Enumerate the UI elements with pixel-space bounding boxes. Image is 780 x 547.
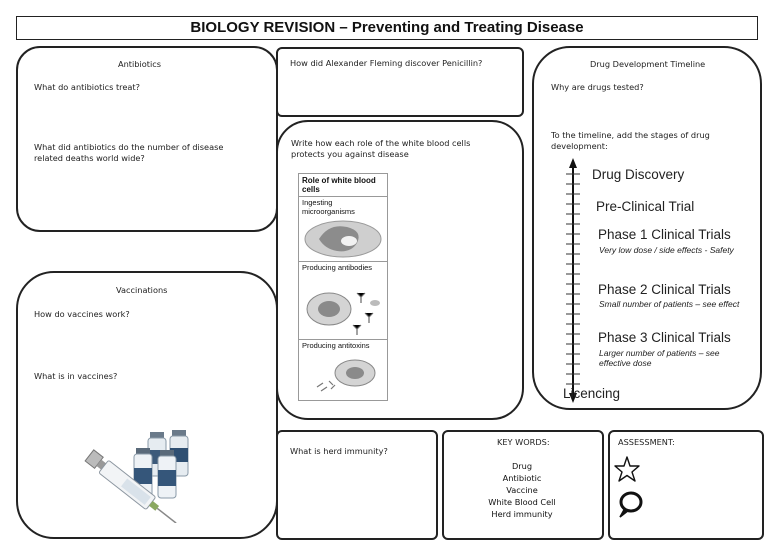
herd-immunity-question: What is herd immunity? bbox=[290, 446, 388, 456]
white-blood-cells-instruction: Write how each role of the white blood cells protects you against disease bbox=[291, 138, 471, 159]
antibiotics-heading: Antibiotics bbox=[118, 59, 162, 69]
key-words-heading: KEY WORDS: bbox=[497, 437, 550, 447]
key-word-item: Drug bbox=[511, 461, 533, 471]
vaccine-vials-syringe-image bbox=[80, 418, 210, 523]
antibiotics-question-deaths: What did antibiotics do the number of disease related deaths world wide? bbox=[34, 142, 224, 163]
timeline-stage-licencing: Licencing bbox=[563, 386, 621, 401]
timeline-stage-phase-2: Phase 2 Clinical Trials bbox=[598, 282, 731, 297]
timeline-stage-drug-discovery: Drug Discovery bbox=[592, 167, 685, 182]
key-word-item: Vaccine bbox=[506, 485, 538, 495]
antitoxin-image bbox=[299, 351, 387, 401]
fleming-question: How did Alexander Fleming discover Penicillin? bbox=[290, 58, 483, 68]
diagram-role-ingesting: Ingesting microorganisms bbox=[302, 198, 355, 216]
antibiotics-question-treat: What do antibiotics treat? bbox=[34, 82, 140, 92]
page-title: BIOLOGY REVISION – Preventing and Treating Disease bbox=[16, 16, 758, 40]
timeline-note-phase-1: Very low dose / side effects - Safety bbox=[599, 245, 734, 255]
antibody-cell-image bbox=[299, 273, 387, 339]
timeline-axis bbox=[558, 158, 588, 403]
antibiotics-panel bbox=[16, 46, 278, 232]
diagram-title: Role of white blood cells bbox=[299, 174, 387, 197]
vaccinations-question-contents: What is in vaccines? bbox=[34, 371, 118, 381]
vaccinations-heading: Vaccinations bbox=[116, 285, 168, 295]
key-words-list bbox=[470, 460, 574, 520]
timeline-stage-pre-clinical: Pre-Clinical Trial bbox=[596, 199, 695, 214]
key-word-item: Herd immunity bbox=[491, 509, 553, 519]
phagocyte-image bbox=[299, 217, 387, 261]
key-word-item: Antibiotic bbox=[502, 473, 542, 483]
speech-bubble-icon bbox=[617, 491, 643, 519]
key-word-item: White Blood Cell bbox=[488, 497, 556, 507]
timeline-stage-phase-3: Phase 3 Clinical Trials bbox=[598, 330, 731, 345]
timeline-note-phase-2: Small number of patients – see effect bbox=[599, 299, 740, 309]
white-blood-cells-diagram bbox=[298, 173, 388, 401]
timeline-question-tested: Why are drugs tested? bbox=[551, 82, 644, 92]
diagram-role-antibodies: Producing antibodies bbox=[302, 263, 373, 272]
timeline-heading: Drug Development Timeline bbox=[590, 59, 706, 69]
timeline-note-phase-3: Larger number of patients – see effective dose bbox=[599, 348, 720, 368]
timeline-stage-phase-1: Phase 1 Clinical Trials bbox=[598, 227, 731, 242]
timeline-instruction: To the timeline, add the stages of drug development: bbox=[551, 130, 710, 151]
star-icon bbox=[614, 456, 640, 482]
vaccinations-question-work: How do vaccines work? bbox=[34, 309, 130, 319]
diagram-role-antitoxins: Producing antitoxins bbox=[302, 341, 370, 350]
assessment-heading: ASSESSMENT: bbox=[618, 437, 675, 447]
